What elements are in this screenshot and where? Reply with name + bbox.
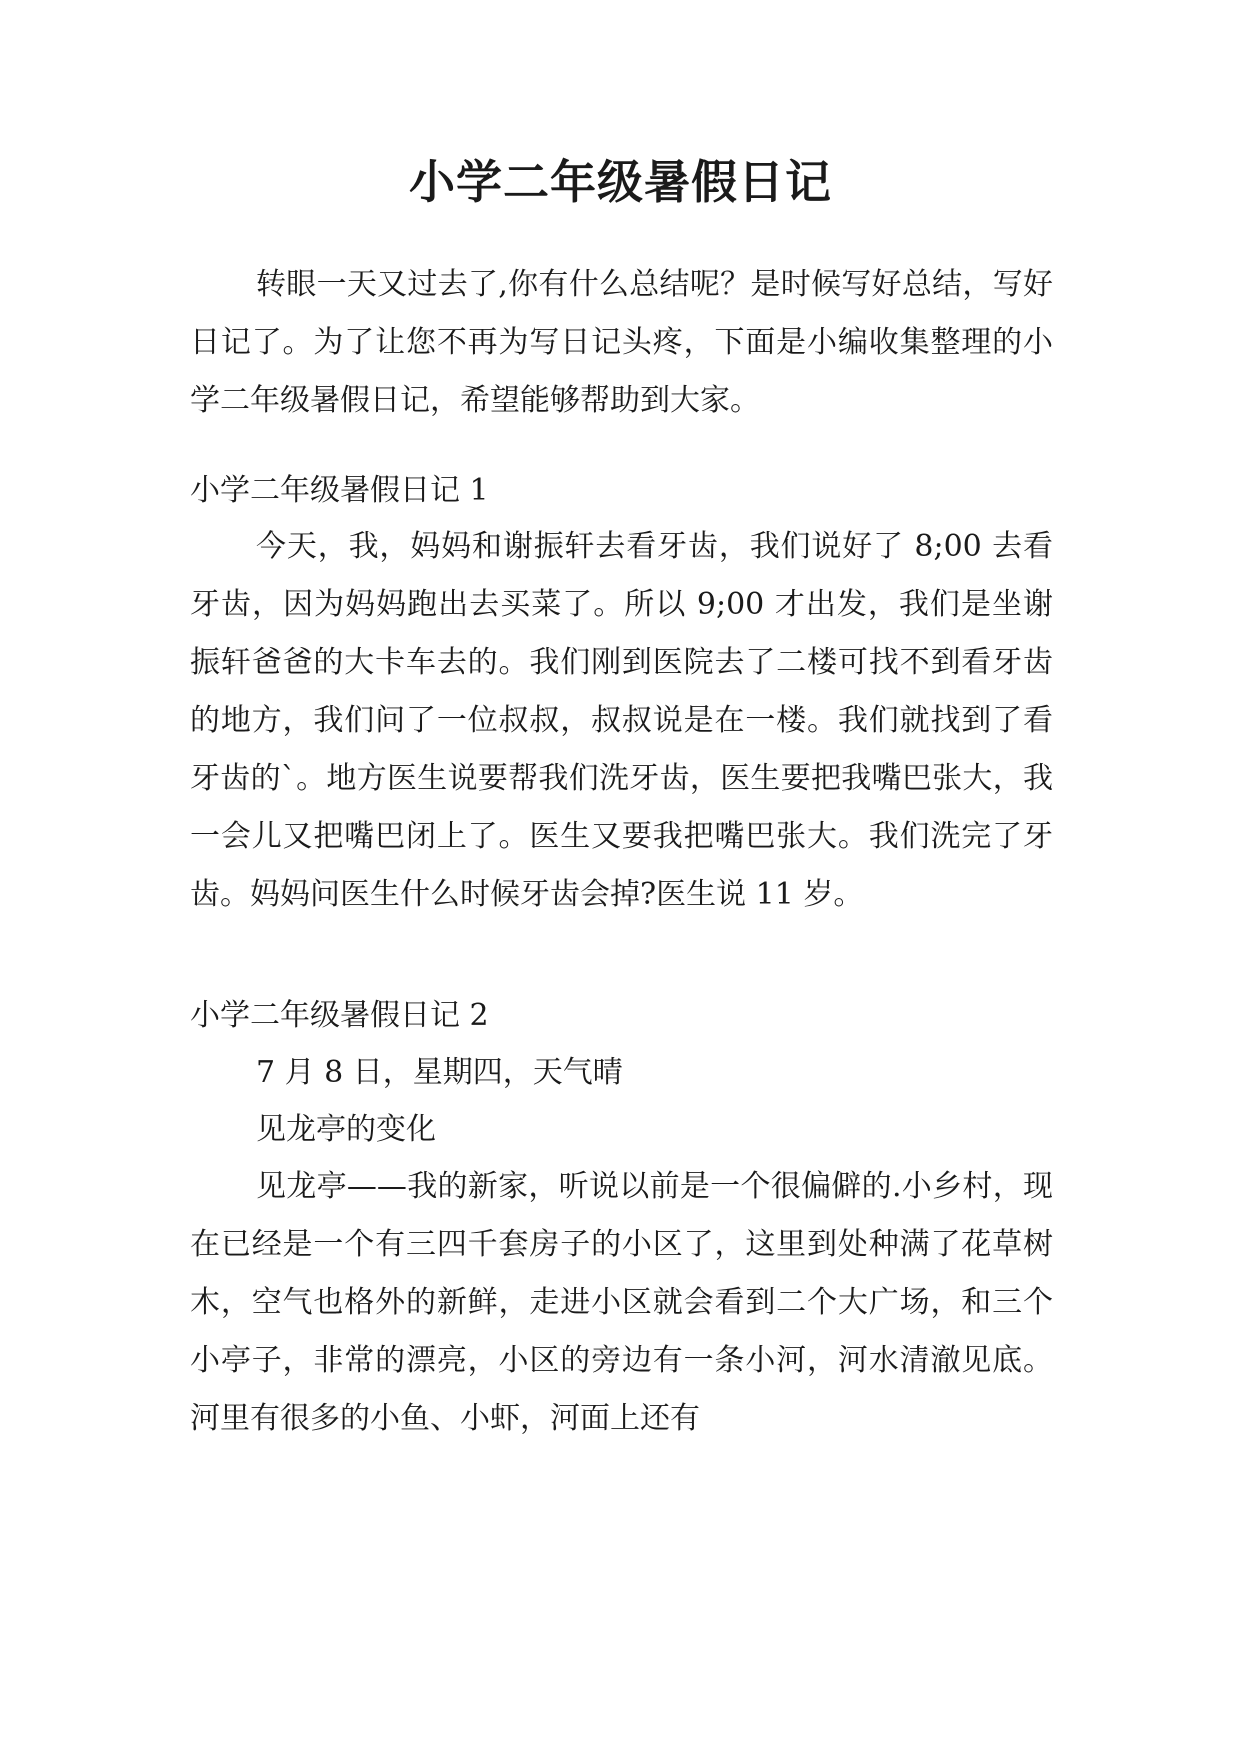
intro-paragraph: 转眼一天又过去了,你有什么总结呢？是时候写好总结，写好日记了。为了让您不再为写日记头疼，下面是小编收集整理的小学二年级暑假日记，希望能够帮助到大家。 [190,267,1053,418]
section-2-subtitle: 见龙亭的变化 [256,1112,436,1147]
section-1-paragraph: 今天，我，妈妈和谢振轩去看牙齿，我们说好了 8;00 去看牙齿，因为妈妈跑出去买菜了。所以 9;00 才出发，我们是坐谢振轩爸爸的大卡车去的。我们刚到医院去了二楼可找不到看牙齿的地方，我们问了一位叔叔，叔叔说是在一楼。我们就找到了看牙齿的`。地方医生说要帮我们洗牙齿，医生要把我嘴巴张大，我一会儿又把嘴巴闭上了。医生又要我把嘴巴张大。我们洗完了牙齿。妈妈问医生什么时候牙齿会掉?医生说 11 岁。 [190,529,1053,912]
section-2-heading: 小学二年级暑假日记 2 [190,998,489,1033]
section-1-heading: 小学二年级暑假日记 1 [190,473,489,508]
section-2-paragraph: 见龙亭——我的新家，听说以前是一个很偏僻的.小乡村，现在已经是一个有三四千套房子的小区了，这里到处种满了花草树木，空气也格外的新鲜，走进小区就会看到二个大广场，和三个小亭子，非常的漂亮，小区的旁边有一条小河，河水清澈见底。河里有很多的小鱼、小虾，河面上还有 [190,1169,1053,1436]
document-title: 小学二年级暑假日记 [409,155,832,209]
section-2-date-line: 7 月 8 日，星期四，天气晴 [256,1055,623,1090]
